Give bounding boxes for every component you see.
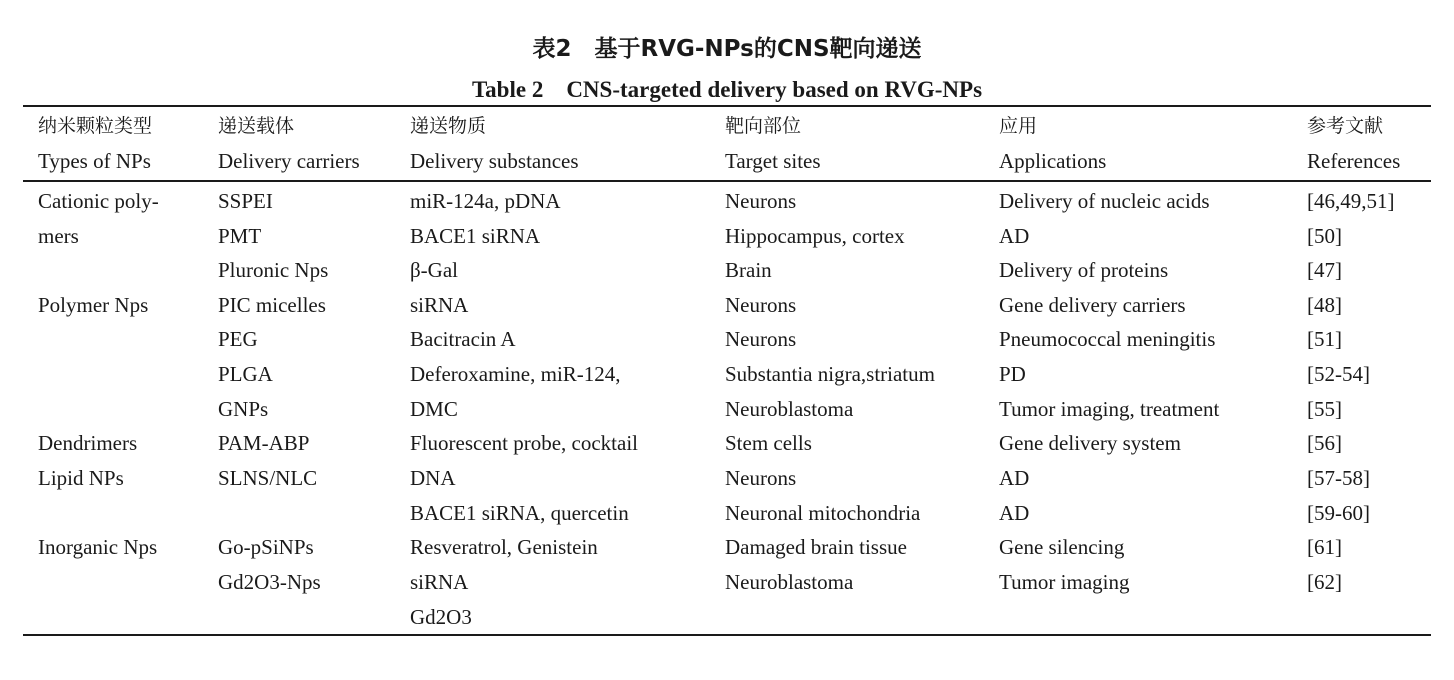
- header-en-references: References: [1307, 149, 1401, 173]
- cell-reference: [52-54]: [1307, 362, 1370, 386]
- cell-reference: [55]: [1307, 397, 1342, 421]
- header-en-substances: Delivery substances: [410, 149, 579, 173]
- table-title-chinese: 表2 基于RVG-NPs的CNS靶向递送: [532, 36, 922, 62]
- header-en-applications: Applications: [999, 149, 1107, 173]
- cell-carrier: PIC micelles: [218, 293, 326, 317]
- cell-substance: BACE1 siRNA, quercetin: [410, 501, 629, 525]
- top-rule: [23, 105, 1431, 107]
- cell-target: Stem cells: [725, 431, 812, 455]
- cell-substance: DMC: [410, 397, 458, 421]
- header-cn-carriers: 递送载体: [218, 115, 295, 137]
- header-cn-applications: 应用: [999, 115, 1038, 137]
- cell-target: Hippocampus, cortex: [725, 224, 905, 248]
- cell-substance: siRNA: [410, 293, 469, 317]
- cell-reference: [57-58]: [1307, 466, 1370, 490]
- cell-carrier: Go-pSiNPs: [218, 535, 314, 559]
- header-cn-types: 纳米颗粒类型: [38, 115, 153, 137]
- cell-reference: [50]: [1307, 224, 1342, 248]
- cell-reference: [56]: [1307, 431, 1342, 455]
- cell-target: Neurons: [725, 327, 797, 351]
- cell-type: Dendrimers: [38, 431, 138, 455]
- cell-reference: [46,49,51]: [1307, 189, 1395, 213]
- header-cn-references: 参考文献: [1307, 115, 1384, 137]
- cell-substance: BACE1 siRNA: [410, 224, 541, 248]
- cell-substance: siRNA: [410, 570, 469, 594]
- cell-target: Neurons: [725, 466, 797, 490]
- cell-application: Gene silencing: [999, 535, 1125, 559]
- cell-application: Gene delivery system: [999, 431, 1181, 455]
- cell-type: mers: [38, 224, 79, 248]
- cell-carrier: PMT: [218, 224, 262, 248]
- cell-substance: Bacitracin A: [410, 327, 516, 351]
- cell-substance: Deferoxamine, miR-124,: [410, 362, 621, 386]
- cell-application: Pneumococcal meningitis: [999, 327, 1216, 351]
- cell-target: Substantia nigra,striatum: [725, 362, 935, 386]
- cell-application: Tumor imaging, treatment: [999, 397, 1220, 421]
- cell-application: Gene delivery carriers: [999, 293, 1186, 317]
- cell-carrier: PEG: [218, 327, 258, 351]
- header-en-types: Types of NPs: [38, 149, 151, 173]
- cell-reference: [61]: [1307, 535, 1342, 559]
- header-en-targets: Target sites: [725, 149, 821, 173]
- header-rule: [23, 180, 1431, 182]
- cell-substance: Resveratrol, Genistein: [410, 535, 598, 559]
- cell-type: Cationic poly-: [38, 189, 159, 213]
- cell-carrier: PAM-ABP: [218, 431, 310, 455]
- cell-application: Tumor imaging: [999, 570, 1130, 594]
- header-cn-substances: 递送物质: [410, 115, 487, 137]
- cell-substance: miR-124a, pDNA: [410, 189, 561, 213]
- cell-carrier: GNPs: [218, 397, 269, 421]
- cell-target: Neuroblastoma: [725, 570, 854, 594]
- cell-application: AD: [999, 501, 1030, 525]
- cell-target: Neurons: [725, 189, 797, 213]
- cell-substance: Gd2O3: [410, 605, 472, 629]
- table-title-english: Table 2 CNS-targeted delivery based on RVG-NPs: [471, 77, 983, 102]
- cell-substance: β-Gal: [410, 258, 458, 282]
- cell-reference: [59-60]: [1307, 501, 1370, 525]
- cell-type: Inorganic Nps: [38, 535, 158, 559]
- cell-application: Delivery of proteins: [999, 258, 1169, 282]
- cell-reference: [51]: [1307, 327, 1342, 351]
- cell-carrier: Pluronic Nps: [218, 258, 329, 282]
- cell-carrier: SSPEI: [218, 189, 273, 213]
- cell-substance: Fluorescent probe, cocktail: [410, 431, 639, 455]
- cell-reference: [62]: [1307, 570, 1342, 594]
- cell-application: AD: [999, 466, 1030, 490]
- cell-reference: [48]: [1307, 293, 1342, 317]
- cell-target: Damaged brain tissue: [725, 535, 907, 559]
- cell-type: Lipid NPs: [38, 466, 124, 490]
- cell-target: Neuronal mitochondria: [725, 501, 921, 525]
- cell-application: Delivery of nucleic acids: [999, 189, 1210, 213]
- bottom-rule: [23, 634, 1431, 636]
- cell-application: PD: [999, 362, 1026, 386]
- cell-carrier: Gd2O3-Nps: [218, 570, 321, 594]
- cell-target: Neuroblastoma: [725, 397, 854, 421]
- cell-substance: DNA: [410, 466, 456, 490]
- header-cn-targets: 靶向部位: [725, 115, 802, 137]
- cell-application: AD: [999, 224, 1030, 248]
- cell-type: Polymer Nps: [38, 293, 149, 317]
- cell-carrier: PLGA: [218, 362, 273, 386]
- cell-target: Neurons: [725, 293, 797, 317]
- cell-carrier: SLNS/NLC: [218, 466, 318, 490]
- header-en-carriers: Delivery carriers: [218, 149, 360, 173]
- cell-target: Brain: [725, 258, 772, 282]
- cell-reference: [47]: [1307, 258, 1342, 282]
